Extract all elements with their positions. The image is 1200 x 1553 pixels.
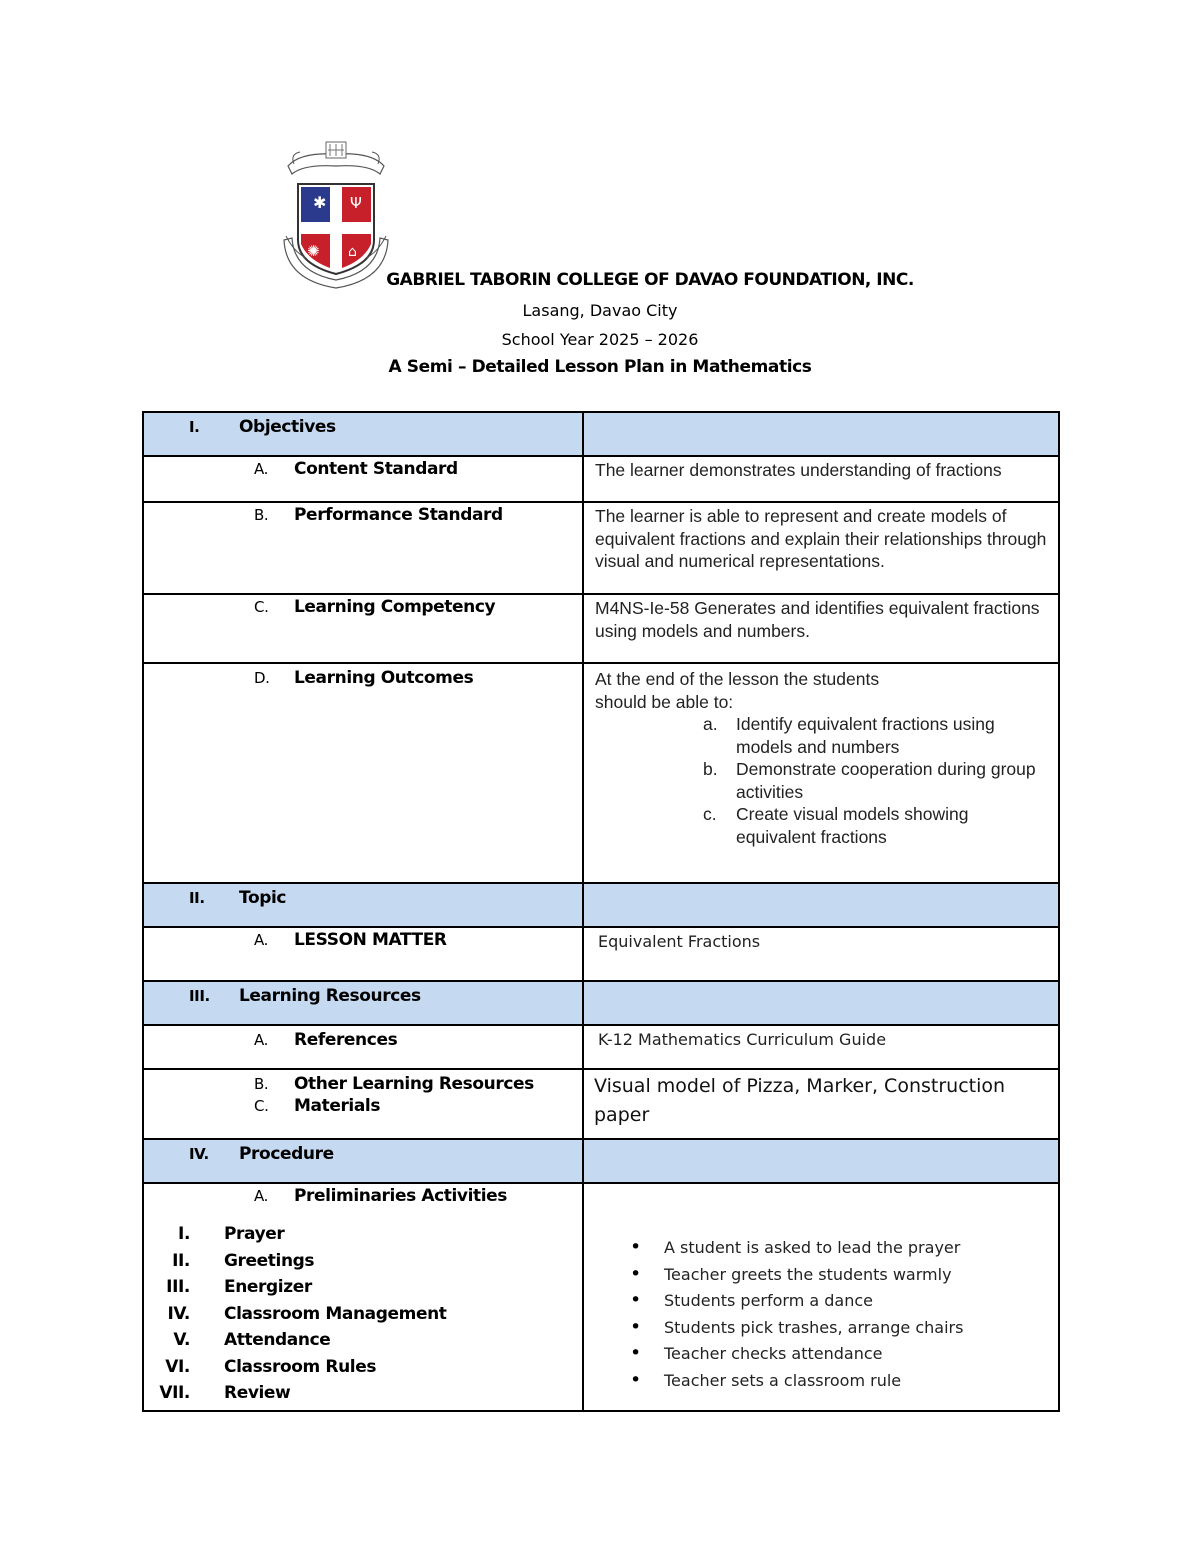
list-marker: c. bbox=[703, 804, 717, 824]
references-row bbox=[143, 1025, 1059, 1069]
learning-competency-row bbox=[143, 594, 1059, 663]
step-numeral: V. bbox=[173, 1330, 190, 1350]
section-topic-value bbox=[583, 883, 1059, 927]
item-letter: A. bbox=[254, 460, 268, 478]
item-letter: B. bbox=[254, 1075, 269, 1093]
item-letter: A. bbox=[254, 1187, 268, 1205]
materials-label: Materials bbox=[294, 1096, 381, 1116]
item-letter: D. bbox=[254, 669, 270, 687]
step-label: Classroom Rules bbox=[224, 1356, 377, 1377]
outcomes-intro-2: should be able to: bbox=[595, 691, 734, 712]
item-letter: A. bbox=[254, 1031, 268, 1049]
list-item: • Teacher greets the students warmly bbox=[630, 1265, 1058, 1292]
section-topic-row bbox=[143, 883, 1059, 927]
content-standard-label: Content Standard bbox=[294, 459, 458, 479]
school-name: GABRIEL TABORIN COLLEGE OF DAVAO FOUNDATION, INC. bbox=[386, 270, 914, 290]
step-numeral: II. bbox=[172, 1250, 190, 1271]
list-item: • Teacher sets a classroom rule bbox=[630, 1371, 1058, 1398]
item-letter: A. bbox=[254, 931, 268, 949]
list-marker: b. bbox=[703, 759, 718, 779]
step-label: Greetings bbox=[224, 1250, 315, 1271]
performance-standard-value: The learner is able to represent and create models of equivalent fractions and explain their relationships through visual and numerical representations. bbox=[583, 502, 1059, 594]
list-item bbox=[144, 1330, 582, 1357]
step-label: Attendance bbox=[224, 1330, 331, 1350]
section-resources-value bbox=[583, 981, 1059, 1025]
performance-standard-row bbox=[143, 502, 1059, 594]
section-numeral: IV. bbox=[189, 1145, 209, 1163]
outcomes-list bbox=[595, 713, 1048, 848]
list-item: • Teacher checks attendance bbox=[630, 1344, 1058, 1371]
preliminaries-row bbox=[143, 1183, 1059, 1411]
school-year: School Year 2025 – 2026 bbox=[501, 330, 699, 349]
list-item: • Students pick trashes, arrange chairs bbox=[630, 1318, 1058, 1345]
list-marker: a. bbox=[703, 714, 718, 734]
list-item bbox=[703, 758, 1048, 803]
outcome-text: Identify equivalent fractions using models and numbers bbox=[736, 714, 995, 757]
lesson-matter-row bbox=[143, 927, 1059, 981]
svg-text:✺: ✺ bbox=[307, 242, 320, 260]
performance-standard-label: Performance Standard bbox=[294, 505, 503, 525]
svg-text:Ψ: Ψ bbox=[350, 194, 362, 212]
list-item bbox=[144, 1304, 582, 1331]
item-letter: C. bbox=[254, 598, 269, 616]
preliminaries-steps bbox=[144, 1224, 582, 1410]
step-label: Review bbox=[224, 1383, 291, 1403]
list-item: • A student is asked to lead the prayer bbox=[630, 1238, 1058, 1265]
list-item bbox=[703, 713, 1048, 758]
preliminaries-value bbox=[583, 1183, 1059, 1411]
section-resources-row bbox=[143, 981, 1059, 1025]
step-numeral: VII. bbox=[159, 1383, 190, 1403]
section-objectives-value bbox=[583, 412, 1059, 456]
lesson-matter-label: LESSON MATTER bbox=[294, 930, 447, 950]
outcome-text: Demonstrate cooperation during group activities bbox=[736, 759, 1036, 802]
preliminaries-label: Preliminaries Activities bbox=[294, 1186, 508, 1206]
list-item: • Students perform a dance bbox=[630, 1291, 1058, 1318]
learning-outcomes-row bbox=[143, 663, 1059, 883]
step-label: Prayer bbox=[224, 1224, 285, 1244]
learning-competency-label: Learning Competency bbox=[294, 597, 496, 617]
outcome-text: Create visual models showing equivalent fractions bbox=[736, 804, 969, 847]
lesson-matter-value: Equivalent Fractions bbox=[583, 927, 1059, 981]
section-procedure-value bbox=[583, 1139, 1059, 1183]
content-standard-value: The learner demonstrates understanding of fractions bbox=[583, 456, 1059, 502]
references-label: References bbox=[294, 1030, 398, 1050]
section-numeral: I. bbox=[189, 418, 200, 436]
list-item bbox=[144, 1251, 582, 1278]
other-resources-label: Other Learning Resources bbox=[294, 1074, 534, 1094]
step-numeral: I. bbox=[178, 1224, 190, 1244]
list-item bbox=[144, 1277, 582, 1304]
school-location: Lasang, Davao City bbox=[522, 301, 678, 320]
references-value: K-12 Mathematics Curriculum Guide bbox=[583, 1025, 1059, 1069]
section-numeral: II. bbox=[189, 889, 205, 907]
step-label: Energizer bbox=[224, 1277, 312, 1297]
lesson-plan-table bbox=[142, 411, 1060, 1412]
section-label-procedure: Procedure bbox=[239, 1144, 334, 1164]
list-item bbox=[144, 1224, 582, 1251]
svg-text:✱: ✱ bbox=[313, 193, 327, 212]
preliminaries-bullets bbox=[584, 1238, 1058, 1397]
step-numeral: VI. bbox=[165, 1356, 190, 1377]
section-label-objectives: Objectives bbox=[239, 417, 336, 437]
item-letter: C. bbox=[254, 1097, 269, 1115]
learning-outcomes-label: Learning Outcomes bbox=[294, 668, 474, 688]
section-numeral: III. bbox=[189, 987, 210, 1005]
learning-competency-value: M4NS-Ie-58 Generates and identifies equivalent fractions using models and numbers. bbox=[583, 594, 1059, 663]
list-item bbox=[144, 1357, 582, 1384]
other-resources-value: Visual model of Pizza, Marker, Construction paper bbox=[583, 1069, 1059, 1139]
svg-text:⌂: ⌂ bbox=[348, 244, 357, 260]
list-item bbox=[144, 1383, 582, 1410]
section-label-resources: Learning Resources bbox=[239, 986, 421, 1006]
section-objectives-row bbox=[143, 412, 1059, 456]
document-title: A Semi – Detailed Lesson Plan in Mathematics bbox=[388, 357, 812, 377]
step-numeral: IV. bbox=[167, 1303, 190, 1324]
section-label-topic: Topic bbox=[239, 888, 287, 908]
step-numeral: III. bbox=[166, 1277, 190, 1297]
outcomes-intro-1: At the end of the lesson the students bbox=[595, 669, 880, 689]
content-standard-row bbox=[143, 456, 1059, 502]
step-label: Classroom Management bbox=[224, 1303, 447, 1324]
section-procedure-row bbox=[143, 1139, 1059, 1183]
other-resources-row bbox=[143, 1069, 1059, 1139]
list-item bbox=[703, 803, 1048, 848]
item-letter: B. bbox=[254, 506, 269, 524]
learning-outcomes-value bbox=[583, 663, 1059, 883]
